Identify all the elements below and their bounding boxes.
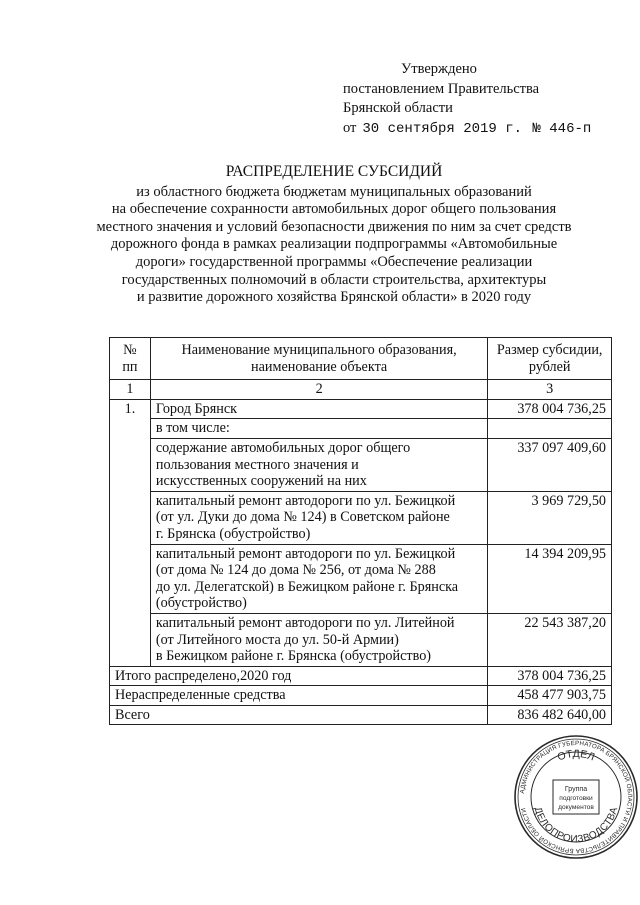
stamp-mid-top <box>556 748 596 764</box>
table-row <box>110 613 612 666</box>
header-name-line: наименование объекта <box>250 358 388 375</box>
header-number-abbr: пп <box>122 358 138 375</box>
subsidy-table <box>109 337 612 725</box>
row-number-empty <box>110 438 151 491</box>
title-line: на обеспечение сохранности автомобильных дорог общего пользования <box>111 201 557 218</box>
header-amount-line: Размер субсидии, <box>496 342 603 358</box>
row-name-line: (обустройство) <box>155 595 247 612</box>
row-amount: 22 543 387,20 <box>488 613 612 666</box>
row-name-line: г. Брянска (обустройство) <box>155 525 311 542</box>
title-line: дороги» государственной программы «Обеспечение реализации <box>135 253 533 270</box>
row-name-line: (от дома № 124 до дома № 256, от дома № 288 <box>155 562 436 579</box>
row-name-line: до ул. Делегатской) в Бежицком районе г. Брянска <box>155 578 459 595</box>
approval-decree-line: постановлением Правительства <box>343 80 540 97</box>
stamp-mid-bottom-path: ДЕЛОПРОИЗВОДСТВА <box>531 805 621 846</box>
column-number: 2 <box>150 380 487 400</box>
row-name <box>150 438 487 491</box>
title-line: местного значения и условий безопасности движения по ним за счет средств <box>96 218 572 235</box>
approval-date-prefix: от <box>343 119 357 136</box>
row-name-line: содержание автомобильных дорог общего <box>155 439 411 456</box>
row-number-empty <box>110 613 151 666</box>
row-amount: 337 097 409,60 <box>488 438 612 491</box>
row-name-line: капитальный ремонт автодороги по ул. Бежицкой <box>155 492 456 509</box>
total-label: Нераспределенные средства <box>110 686 488 706</box>
row-name-line: в Бежицком районе г. Брянска (обустройство) <box>155 648 432 665</box>
office-stamp <box>513 734 639 860</box>
row-name <box>150 544 487 613</box>
stamp-outer-text-path: АДМИНИСТРАЦИЯ ГУБЕРНАТОРА БРЯНСКОЙ ОБЛАСТИ И ПРАВИТЕЛЬСТВА БРЯНСКОЙ ОБЛАСТИ <box>519 739 634 855</box>
title-line: и развитие дорожного хозяйства Брянской области» в 2020 году <box>136 289 532 306</box>
row-number-empty <box>110 544 151 613</box>
stamp-mid-top-path: ОТДЕЛ <box>555 747 597 764</box>
title-line: из областного бюджета бюджетам муниципальных образований <box>136 183 532 200</box>
stamp-inner-line: документов <box>558 804 594 811</box>
total-row <box>110 666 612 686</box>
header-number <box>110 338 151 380</box>
approval-date-line <box>343 119 591 140</box>
column-number: 1 <box>110 380 151 400</box>
table-header-row <box>110 338 612 380</box>
table-row <box>110 399 612 419</box>
header-name-line: Наименование муниципального образования, <box>181 342 457 358</box>
total-amount: 836 482 640,00 <box>488 705 612 725</box>
approval-number: 446-п <box>549 120 592 137</box>
column-number-row <box>110 380 612 400</box>
row-name-line: капитальный ремонт автодороги по ул. Бежицкой <box>155 545 456 562</box>
stamp-inner-line: подготовки <box>559 795 593 802</box>
row-amount: 3 969 729,50 <box>488 491 612 544</box>
header-number-sign: № <box>123 342 137 358</box>
table-row <box>110 491 612 544</box>
row-including: в том числе: <box>150 419 487 439</box>
approval-block <box>343 60 591 139</box>
row-name-line: (от Литейного моста до ул. 50-й Армии) <box>155 631 399 648</box>
title-main: РАСПРЕДЕЛЕНИЕ СУБСИДИЙ <box>225 163 443 180</box>
header-name <box>150 338 487 380</box>
total-amount: 458 477 903,75 <box>488 686 612 706</box>
approval-date: 30 сентября 2019 г. <box>362 120 523 137</box>
row-amount: 378 004 736,25 <box>488 399 612 419</box>
row-number-empty <box>110 491 151 544</box>
row-name: Город Брянск <box>150 399 487 419</box>
document-title <box>60 163 608 307</box>
row-name-line: пользования местного значения и <box>155 456 359 473</box>
table-row <box>110 419 612 439</box>
stamp-inner-line: Группа <box>564 786 588 793</box>
table-row <box>110 544 612 613</box>
header-amount-line: рублей <box>528 358 571 375</box>
title-line: дорожного фонда в рамках реализации подпрограммы «Автомобильные <box>110 236 558 253</box>
row-number-empty <box>110 419 151 439</box>
row-amount: 14 394 209,95 <box>488 544 612 613</box>
row-name-line: искусственных сооружений на них <box>155 473 367 490</box>
row-name-line: капитальный ремонт автодороги по ул. Литейной <box>155 614 455 631</box>
total-row <box>110 686 612 706</box>
approval-heading: Утверждено <box>401 61 477 77</box>
row-amount-empty <box>488 419 612 439</box>
table-row <box>110 438 612 491</box>
approval-region-line: Брянской области <box>343 100 453 116</box>
approval-number-sign: № <box>532 120 541 137</box>
column-number: 3 <box>488 380 612 400</box>
row-name-line: (от ул. Дуки до дома № 124) в Советском районе <box>155 509 450 526</box>
row-name <box>150 491 487 544</box>
total-label: Итого распределено,2020 год <box>110 666 488 686</box>
total-row <box>110 705 612 725</box>
title-line: государственных полномочий в области строительства, архитектуры <box>121 271 547 288</box>
total-label: Всего <box>110 705 488 725</box>
row-name <box>150 613 487 666</box>
total-amount: 378 004 736,25 <box>488 666 612 686</box>
row-number: 1. <box>110 399 151 419</box>
header-amount <box>488 338 612 380</box>
